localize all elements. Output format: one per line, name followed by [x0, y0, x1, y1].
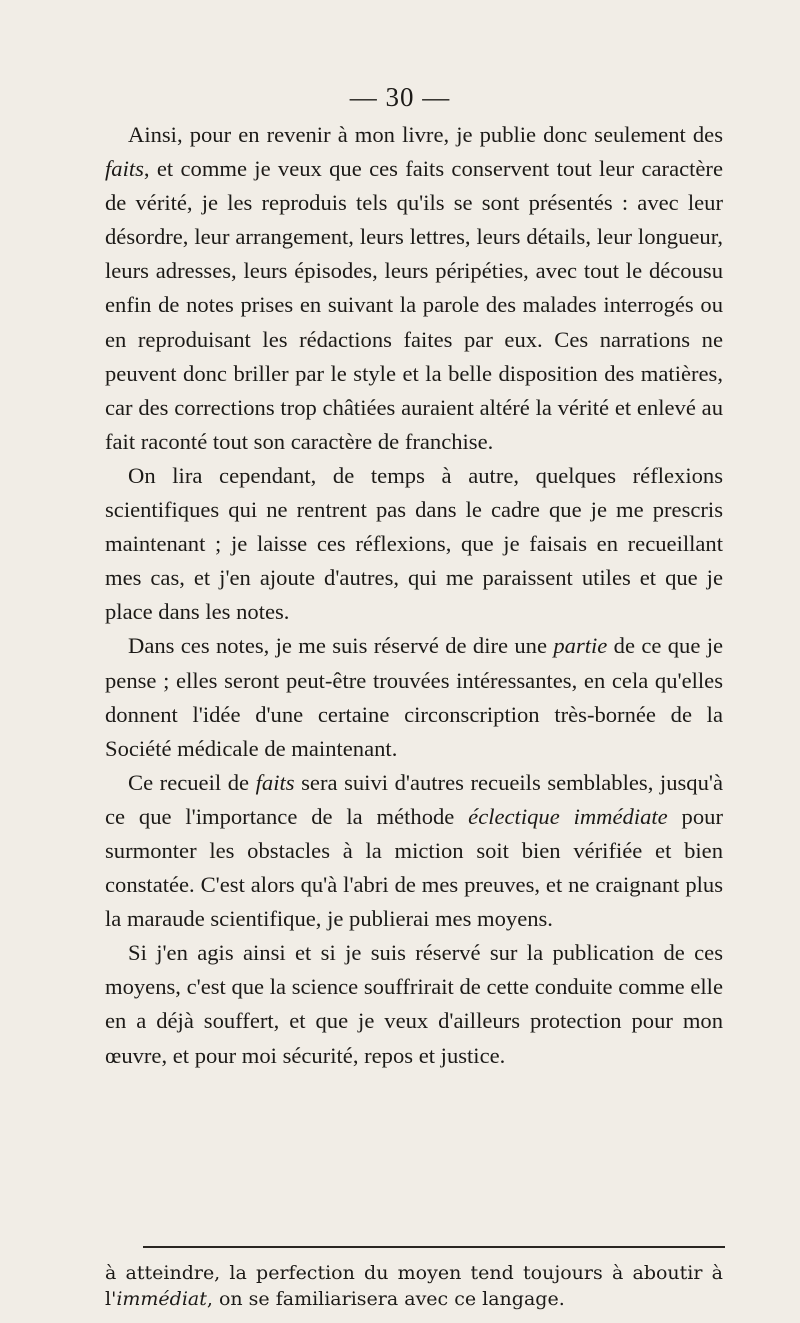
paragraph — [105, 629, 723, 765]
text-run: à atteindre, la perfection du moyen tend toujours à aboutir à l' — [105, 1262, 723, 1310]
italic-run: éclectique immédiate — [468, 803, 668, 829]
footnote — [105, 1260, 723, 1312]
text-run: , et comme je veux que ces faits conservent tout leur caractère de vérité, je les reproduis tels qu'ils se sont présentés : avec leur désordre, leur arrangement, leurs lettres, leurs détails, leur longueur, leurs adresses, leurs épisodes, leurs péripéties, avec tout le décousu enfin de notes prises en suivant la parole des malades interrogés ou en reproduisant les rédactions faites par eux. Ces narrations ne peuvent donc briller par le style et la belle disposition des matières, car des corrections trop châtiées auraient altéré la vérité et enlevé au fait raconté tout son caractère de franchise. — [105, 156, 723, 454]
footnote-divider — [143, 1246, 725, 1248]
paragraph — [105, 459, 723, 629]
body-text — [105, 118, 723, 1073]
paragraph — [105, 766, 723, 936]
paragraph — [105, 936, 723, 1072]
text-run: pour surmonter les obstacles à la miction soit bien vérifiée et bien constatée. C'est alors qu'à l'abri de mes preuves, et ne craignant plus la maraude scientifique, je publierai mes moyens. — [105, 803, 723, 932]
italic-run: faits — [255, 769, 295, 795]
page-number: — 30 — — [349, 82, 451, 112]
text-run: Si j'en agis ainsi et si je suis réservé sur la publication de ces moyens, c'est que la science souffrirait de cette conduite comme elle en a déjà souffert, et que je veux d'ailleurs protection pour mon œuvre, et pour moi sécurité, repos et justice. — [105, 940, 723, 1068]
italic-run: partie — [553, 633, 608, 659]
text-run: sera suivi d'autres recueils semblables, jusqu'à ce que l'importance de la méthode — [105, 769, 723, 829]
paragraph — [105, 118, 723, 459]
italic-run: faits — [105, 156, 144, 182]
text-run: On lira cependant, de temps à autre, quelques réflexions scientifiques qui ne rentrent pas dans le cadre que je me prescris maintenant ; je laisse ces réflexions, que je faisais en recueillant mes cas, et j'en ajoute d'autres, qui me paraissent utiles et que je place dans les notes. — [105, 462, 723, 625]
text-run: de ce que je pense ; elles seront peut-être trouvées intéressantes, en cela qu'elles donnent l'idée d'une certaine circonscription très-bornée de la Société médicale de maintenant. — [105, 633, 723, 761]
text-run: Dans ces notes, je me suis réservé de dire une — [128, 633, 554, 659]
italic-run: immédiat — [116, 1288, 207, 1310]
text-run: Ainsi, pour en revenir à mon livre, je publie donc seulement des — [128, 122, 723, 147]
text-run: Ce recueil de — [128, 769, 256, 795]
text-run: , on se familiarisera avec ce langage. — [206, 1288, 565, 1310]
